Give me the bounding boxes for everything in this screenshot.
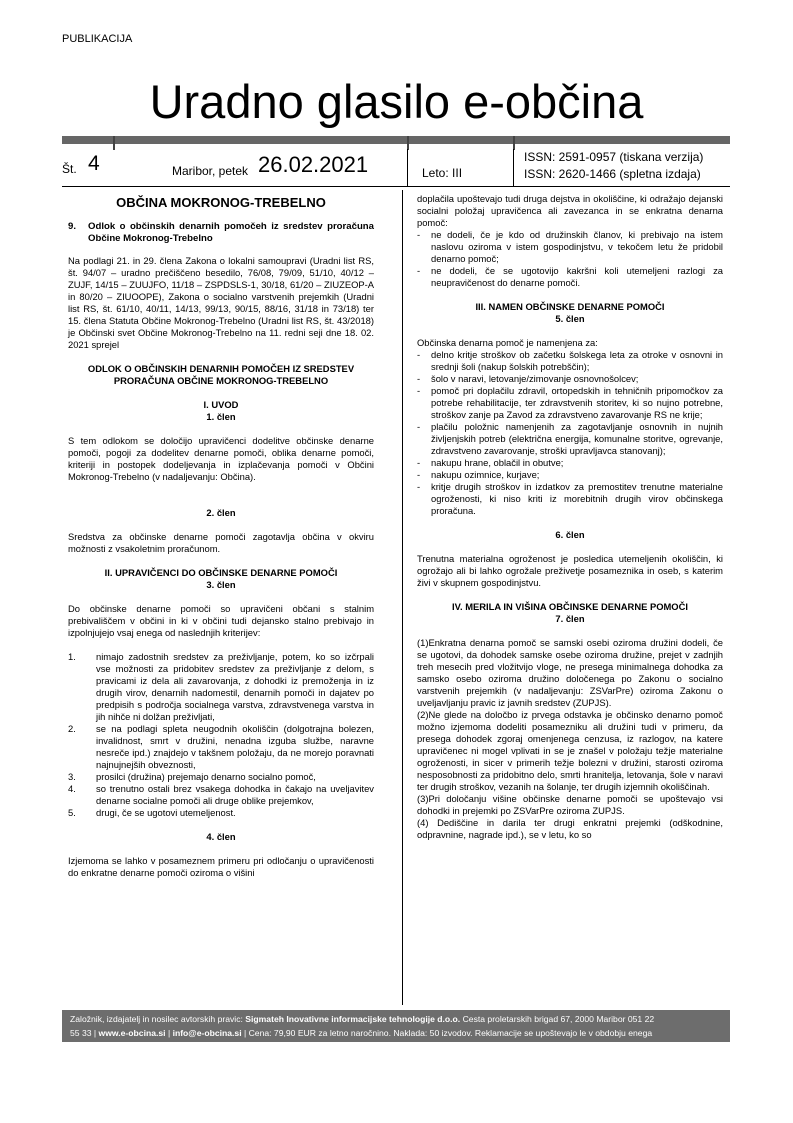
list-number: 1. xyxy=(68,651,76,662)
article-heading: 7. člen xyxy=(555,613,585,624)
list-text: se na podlagi spleta neugodnih okoliščin (dolgotrajna bolezen, invalidnost, smrt v družini, nenadna izguba službe, naravne nesreče ipd.) znajdejo v takšnem položaju, da ne morejo poravnati najnujnejših obveznosti, xyxy=(96,723,374,770)
dash-bullet: - xyxy=(417,385,421,396)
footer-pricing: | Cena: 79,90 EUR za letno naročnino. Naklada: 50 izvodov. Reklamacije se upoštevajo le v obdobju enega xyxy=(243,1028,653,1038)
chapter-heading: II. UPRAVIČENCI DO OBČINSKE DENARNE POMOČI xyxy=(104,567,338,578)
right-column xyxy=(417,193,723,841)
left-column xyxy=(68,193,374,879)
paragraph-1: (1)Enkratna denarna pomoč se samski osebi oziroma družini dodeli, če se ugotovi, da dohodek samske osebe oziroma družine, prejet v zadnjih treh mesecih pred vložitvijo vloge, ne presega minimalnega dohodka za samsko osebo oziroma družino določenega po Zakonu o socialno varstvenih prejemkih (v nadaljevanju: ZSVarPre) oziroma Zakonu o uveljavljanju pravic iz javnih sredstev (ZUPJS). xyxy=(417,637,723,708)
dash-bullet: - xyxy=(417,421,421,432)
chapter-heading: III. NAMEN OBČINSKE DENARNE POMOČI xyxy=(475,301,665,312)
list-text: nimajo zadostnih sredstev za preživljanje, potem, ko so izčrpali vse možnosti za pridobitev sredstev za preživljanje z delom, s pravicami iz dela ali zavarovanja, z dohodki iz premoženja in iz drugih virov, denarnih nadomestil, denarnih pomoči in dajatev po predpisih s področja socialnega varstva, zdravstvenega varstva in jih nihče ni dolžan preživljati, xyxy=(96,651,374,722)
issue-number: 4 xyxy=(88,152,100,175)
list-item xyxy=(417,385,723,421)
list-text: pomoč pri doplačilu zdravil, ortopedskih in tehničnih pripomočkov za potrebe rehabilitacije, ter zdravstvenih storitev, ki so nujno potrebne, stroškov zanje pa Zavod za zdravstveno zavarovanje RS ne krije; xyxy=(431,385,723,420)
paragraph-2: (2)Ne glede na določbo iz prvega odstavka je občinsko denarno pomoč možno izjemoma dodeliti posamezniku ali družini tudi v primeru, da presega dohodek zgoraj omenjenega cenzusa, iz razlogov, na katere upravičenec ni mogel vplivati in se je znašel v položaju težje materialne ogroženosti, in sicer v primerih težje bolezni v družini, starosti oziroma nesposobnosti za pridobitno delo, smrti hranitelja, letovanja, šole v naravi ter drugih stroškov, vezanih na šolanje, ter drugih izjemnih okoliščinah. xyxy=(417,709,723,792)
list-text: nakupu ozimnice, kurjave; xyxy=(431,469,540,480)
list-item xyxy=(68,807,374,819)
paragraph-3: (3)Pri določanju višine občinske denarne pomoči se upoštevajo vsi dohodki in prejemki po ZSVarPre oziroma ZUPJS. xyxy=(417,793,723,816)
footer-publisher-label: Založnik, izdajatelj in nosilec avtorskih pravic: xyxy=(70,1014,243,1024)
list-text: ne dodeli, če se ugotovijo kakršni koli utemeljeni razlogi za neupravičenost do denarne pomoči. xyxy=(431,265,723,288)
dash-bullet: - xyxy=(417,229,421,240)
list-number: 4. xyxy=(68,783,76,794)
list-item xyxy=(417,457,723,469)
date-prefix: Maribor, petek xyxy=(172,164,249,178)
paragraph-4: (4) Dediščine in darila ter drugi enkratni prejemki (odškodnine, odpravnine, nagrade ipd.), se v letu, ko so xyxy=(417,817,723,840)
list-item xyxy=(417,481,723,517)
list-text: prosilci (družina) prejemajo denarno socialno pomoč, xyxy=(96,771,316,782)
article-heading: 5. člen xyxy=(555,313,585,324)
dash-bullet: - xyxy=(417,265,421,276)
issue-date: 26.02.2021 xyxy=(258,152,369,177)
article-heading: 2. člen xyxy=(206,507,236,518)
list-item xyxy=(417,469,723,481)
article-text: Sredstva za občinske denarne pomoči zagotavlja občina v okviru možnosti z vsakoletnim proračunom. xyxy=(68,531,374,554)
header-divider xyxy=(407,149,408,187)
dash-bullet: - xyxy=(417,481,421,492)
list-item xyxy=(68,723,374,771)
list-number: 2. xyxy=(68,723,76,734)
article-text: doplačila upoštevajo tudi druga dejstva in okoliščine, ki odražajo dejanski socialni položaj upravičenca ali zavezanca in se enkratna denarna pomoč: xyxy=(417,193,723,228)
dash-bullet: - xyxy=(417,349,421,360)
rule-tick xyxy=(513,136,515,150)
list-text: plačilu položnic namenjenih za zagotavljanje osnovnih in nujnih življenjskih potreb (električna energija, komunalne storitve, ogrevanje, zdravstveno zavarovanje, stroški upravljavca stanovanj); xyxy=(431,421,723,456)
chapter-heading: IV. MERILA IN VIŠINA OBČINSKE DENARNE POMOČI xyxy=(452,601,688,612)
footer-separator: | xyxy=(167,1028,171,1038)
list-item xyxy=(417,265,723,289)
list-text: kritje drugih stroškov in izdatkov za premostitev trenutne materialne ogroženosti, ki niso kriti iz morebitnih drugih virov občinskega proračuna. xyxy=(431,481,723,516)
dash-bullet: - xyxy=(417,373,421,384)
list-text: nakupu hrane, oblačil in obutve; xyxy=(431,457,564,468)
article-text: S tem odlokom se določijo upravičenci dodelitve občinske denarne pomoči, pogoji za dodelitev denarne pomoči, oblika denarne pomoči, kriteriji in postopek dodeljevanja in izplačevanja pomoči v Občini Mokronog-Trebelno (v nadaljevanju: Občina). xyxy=(68,435,374,482)
list-text: šolo v naravi, letovanje/zimovanje osnovnošolcev; xyxy=(431,373,639,384)
footer-publisher-name: Sigmateh Inovativne informacijske tehnologije d.o.o. xyxy=(245,1014,461,1024)
issue-label: Št. xyxy=(62,162,77,176)
publication-label: PUBLIKACIJA xyxy=(62,33,133,45)
preamble: Na podlagi 21. in 29. člena Zakona o lokalni samoupravi (Uradni list RS, št. 94/07 – uradno prečiščeno besedilo, 76/08, 79/09, 51/10, 40/12 – ZUJF, 14/15 – ZUUJFO, 11/18 – ZSPDSLS-1, 30/18, 61/20 – ZIUZEOP-A in 80/20 – ZIUOOPE), Zakona o socialno varstvenih prejemkih (Uradni list RS, št. 61/10, 40/11, 14/13, 99/13, 90/15, 88/16, 31/18 in 73/18) ter 15. člena Statuta Občine Mokronog-Trebelno (Uradni list RS, št. 43/2018) je Občinski svet Občine Mokronog-Trebelno na 11. redni seji dne 18. 02. 2021 sprejel xyxy=(68,255,374,350)
item-title: Odlok o občinskih denarnih pomočeh iz sredstev proračuna Občine Mokronog-Trebelno xyxy=(88,221,374,244)
footer-email-link[interactable]: info@e-obcina.si xyxy=(172,1028,242,1038)
municipality-heading: OBČINA MOKRONOG-TREBELNO xyxy=(116,195,326,210)
list-item xyxy=(68,651,374,723)
chapter-heading: I. UVOD xyxy=(203,399,239,410)
list-item xyxy=(68,783,374,807)
article-text: Izjemoma se lahko v posameznem primeru pri odločanju o upravičenosti do enkratne denarne pomoči oziroma o višini xyxy=(68,855,374,878)
footer-phone: 55 33 | xyxy=(70,1028,97,1038)
list-item xyxy=(417,229,723,265)
list-text: delno kritje stroškov ob začetku šolskega leta za otroke v osnovni in srednji šoli (nakup šolskih potrebščin); xyxy=(431,349,723,372)
column-separator xyxy=(402,190,403,1005)
list-text: ne dodeli, če je kdo od družinskih članov, ki prebivajo na istem naslovu oziroma v istem gospodinjstvu, v tekočem letu že pridobil denarno pomoč; xyxy=(431,229,723,264)
footer-website-link[interactable]: www.e-obcina.si xyxy=(98,1028,166,1038)
list-text: drugi, če se ugotovi utemeljenost. xyxy=(96,807,236,818)
header-bottom-rule xyxy=(62,186,730,187)
list-number: 3. xyxy=(68,771,76,782)
footer-address: Cesta proletarskih brigad 67, 2000 Maribor 051 22 xyxy=(462,1014,655,1024)
journal-title: Uradno glasilo e-občina xyxy=(149,75,644,128)
rule-tick xyxy=(407,136,409,150)
list-item xyxy=(417,421,723,457)
header-divider xyxy=(513,149,514,187)
title-rule xyxy=(62,136,730,144)
article-text: Občinska denarna pomoč je namenjena za: xyxy=(417,337,598,348)
item-number: 9. xyxy=(68,221,77,232)
article-heading: 4. člen xyxy=(206,831,236,842)
list-item xyxy=(68,771,374,783)
issn-online: ISSN: 2620-1466 (spletna izdaja) xyxy=(524,167,701,181)
list-item xyxy=(417,373,723,385)
item-heading xyxy=(68,221,374,245)
article-text: Trenutna materialna ogroženost je posledica utemeljenih okoliščin, ki ogrožajo ali bi lahko ogrožale preživetje posameznika in oseb, s katerim živi v skupnem gospodinjstvu. xyxy=(417,553,723,588)
list-item xyxy=(417,349,723,373)
dash-bullet: - xyxy=(417,469,421,480)
rule-tick xyxy=(113,136,115,150)
article-heading: 3. člen xyxy=(206,579,236,590)
decree-title: ODLOK O OBČINSKIH DENARNIH POMOČEH IZ SREDSTEV PRORAČUNA OBČINE MOKRONOG-TREBELNO xyxy=(87,363,355,386)
article-heading: 6. člen xyxy=(555,529,585,540)
article-text: Do občinske denarne pomoči so upravičeni občani s stalnim prebivališčem v občini in ki v občini tudi dejansko stalno prebivajo in izpolnjujejo vsaj enega od naslednjih kriterijev: xyxy=(68,603,374,638)
issn-print: ISSN: 2591-0957 (tiskana verzija) xyxy=(524,150,704,164)
year-label: Leto: III xyxy=(422,166,463,180)
publisher-footer xyxy=(62,1010,730,1042)
dash-bullet: - xyxy=(417,457,421,468)
article-heading: 1. člen xyxy=(206,411,236,422)
list-text: so trenutno ostali brez vsakega dohodka in čakajo na uveljavitev denarne socialne pomoči ali druge oblike prejemkov, xyxy=(96,783,374,806)
list-number: 5. xyxy=(68,807,76,818)
